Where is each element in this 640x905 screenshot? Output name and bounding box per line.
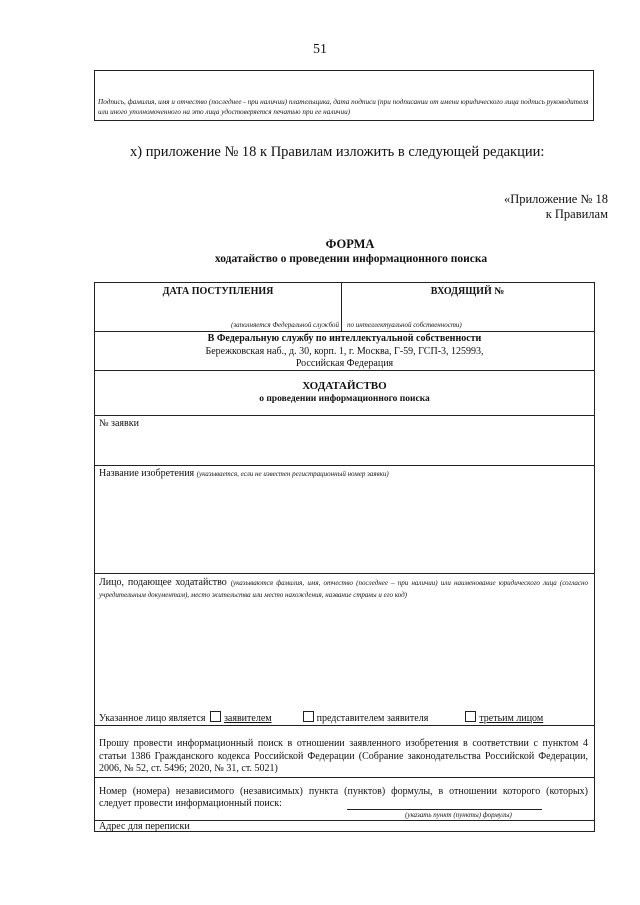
appendix-line-2: к Правилам — [545, 207, 608, 221]
applicant-role-row — [99, 711, 594, 724]
filled-by-note-right: по интеллектуальной собственности) — [347, 321, 462, 329]
incoming-number-label: ВХОДЯЩИЙ № — [430, 286, 505, 297]
form-subtitle: ходатайство о проведении информационного поиска — [214, 253, 488, 265]
page-number: 51 — [313, 42, 327, 57]
addressee-title: В Федеральную службу по интеллектуальной собственности — [207, 333, 482, 344]
petition-title: ХОДАТАЙСТВО — [302, 380, 387, 392]
appendix-reference — [504, 192, 608, 222]
signature-note: Подпись, фамилия, имя и отчество (последнее - при наличии) плательщика, дата подписи (при подписании от имени юридического лица подпись руководителя или иного уполномоченного на это лица удостоверяется печатью при ее наличии) — [98, 98, 589, 116]
applicant-field — [99, 577, 588, 601]
invention-name-note: (указывается, если не известен регистрационный номер заявки) — [196, 470, 389, 478]
role-representative-label: представителем заявителя — [316, 713, 429, 724]
petition-heading — [95, 380, 594, 406]
correspondence-address-label: Адрес для переписки — [99, 821, 190, 832]
addressee-country: Российская Федерация — [295, 358, 394, 369]
role-applicant-label: заявителем — [223, 713, 272, 724]
amendment-text: х) приложение № 18 к Правилам изложить в следующей редакции: — [130, 144, 545, 160]
role-third-party-label: третьим лицом — [479, 713, 544, 724]
addressee-address: Бережковская наб., д. 30, корп. 1, г. Москва, Г-59, ГСП-3, 125993, — [205, 345, 484, 357]
request-text: Прошу провести информационный поиск в отношении заявленного изобретения в соответствии с пунктом 4 статьи 1386 Гражданского кодекса Российской Федерации (Собрание законодательства Российской Федерации, 2006, № 52, ст. 5496; 2020, № 31, ст. 5021) — [99, 738, 588, 774]
invention-name-field — [99, 468, 389, 479]
role-representative-checkbox[interactable] — [303, 711, 314, 722]
application-number-label: № заявки — [99, 418, 139, 429]
addressee-block — [95, 333, 594, 371]
petition-form — [94, 282, 595, 832]
applicant-label: Лицо, подающее ходатайство — [99, 577, 227, 588]
filled-by-note-left: (заполняется Федеральной службой — [231, 321, 339, 329]
signature-box — [94, 70, 594, 121]
claims-text: Номер (номера) независимого (независимых) пункта (пунктов) формулы, в отношении которого (которых) следует провести информационный поиск: — [99, 786, 588, 809]
form-title: ФОРМА — [325, 237, 375, 251]
invention-name-label: Название изобретения — [99, 468, 195, 479]
appendix-line-1: «Приложение № 18 — [503, 192, 608, 206]
receipt-date-label: ДАТА ПОСТУПЛЕНИЯ — [162, 286, 274, 297]
role-applicant-checkbox[interactable] — [210, 711, 221, 722]
applicant-note: (указываются фамилия, имя, отчество (последнее – при наличии) или наименование юридического лица (согласно учредительным документам), место жительства или место нахождения, название страны и его код) — [99, 579, 588, 599]
role-third-party-checkbox[interactable] — [465, 711, 476, 722]
claims-fill-line — [347, 809, 542, 810]
claims-note: (указать пункт (пункты) формулы) — [405, 811, 512, 819]
petition-subtitle: о проведении информационного поиска — [259, 394, 430, 404]
role-label: Указанное лицо является — [99, 713, 206, 724]
